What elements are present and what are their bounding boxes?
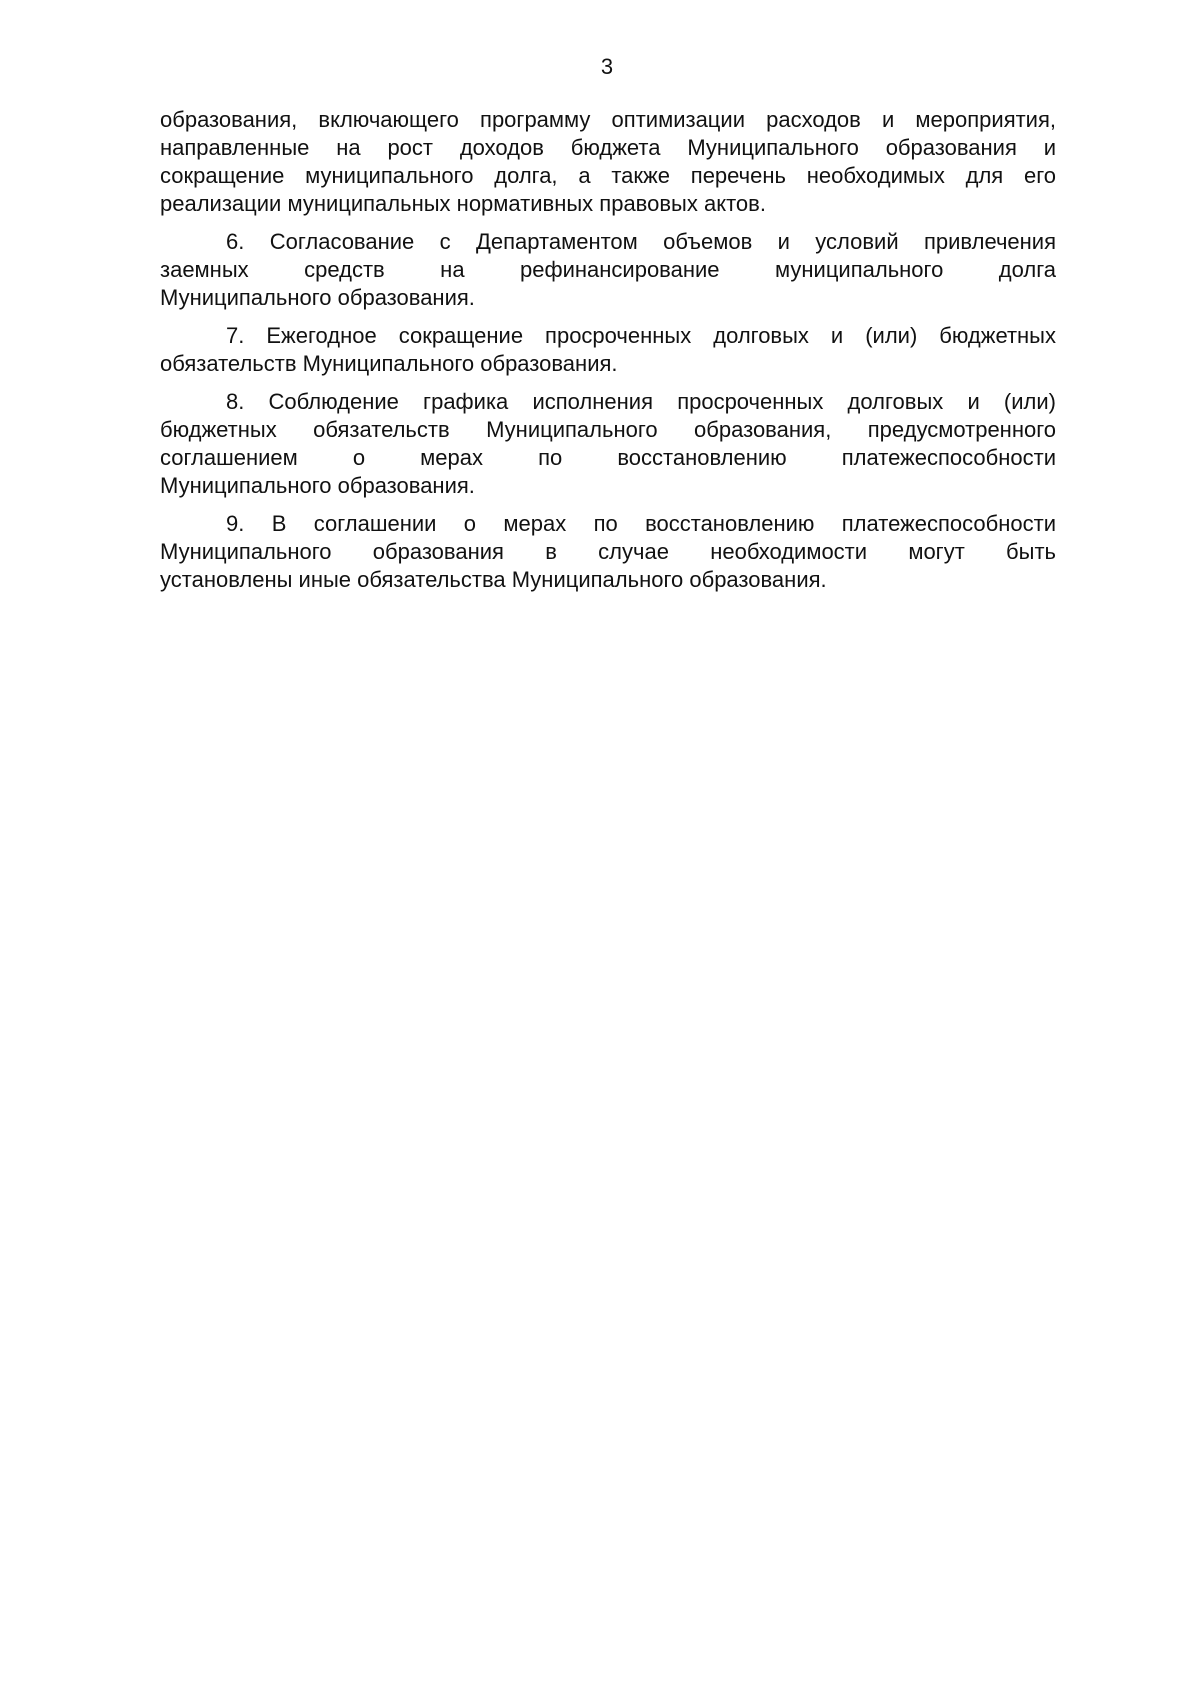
paragraph-item-9 bbox=[160, 510, 1056, 594]
page-number: 3 bbox=[600, 54, 614, 79]
text-line: 7. Ежегодное сокращение просроченных долговых и (или) бюджетных bbox=[226, 323, 1056, 348]
text-line: 8. Соблюдение графика исполнения просроченных долговых и (или) bbox=[226, 389, 1056, 414]
text-line: реализации муниципальных нормативных правовых актов. bbox=[160, 191, 766, 216]
text-line: образования, включающего программу оптимизации расходов и мероприятия, bbox=[160, 107, 1056, 132]
text-line: 6. Согласование с Департаментом объемов и условий привлечения bbox=[226, 229, 1056, 254]
text-line: установлены иные обязательства Муниципального образования. bbox=[160, 567, 827, 592]
text-line: 9. В соглашении о мерах по восстановлению платежеспособности bbox=[226, 511, 1056, 536]
text-line: сокращение муниципального долга, а также перечень необходимых для его bbox=[160, 163, 1056, 188]
text-line: бюджетных обязательств Муниципального образования, предусмотренного bbox=[160, 417, 1056, 442]
paragraph-item-6 bbox=[160, 228, 1056, 312]
text-line: заемных средств на рефинансирование муниципального долга bbox=[160, 257, 1056, 282]
document-body bbox=[160, 106, 1056, 604]
text-line: Муниципального образования. bbox=[160, 473, 475, 498]
paragraph-continuation bbox=[160, 106, 1056, 218]
text-line: соглашением о мерах по восстановлению платежеспособности bbox=[160, 445, 1056, 470]
text-line: обязательств Муниципального образования. bbox=[160, 351, 618, 376]
text-line: Муниципального образования. bbox=[160, 285, 475, 310]
paragraph-item-8 bbox=[160, 388, 1056, 500]
text-line: направленные на рост доходов бюджета Муниципального образования и bbox=[160, 135, 1056, 160]
text-line: Муниципального образования в случае необходимости могут быть bbox=[160, 539, 1056, 564]
paragraph-item-7 bbox=[160, 322, 1056, 378]
